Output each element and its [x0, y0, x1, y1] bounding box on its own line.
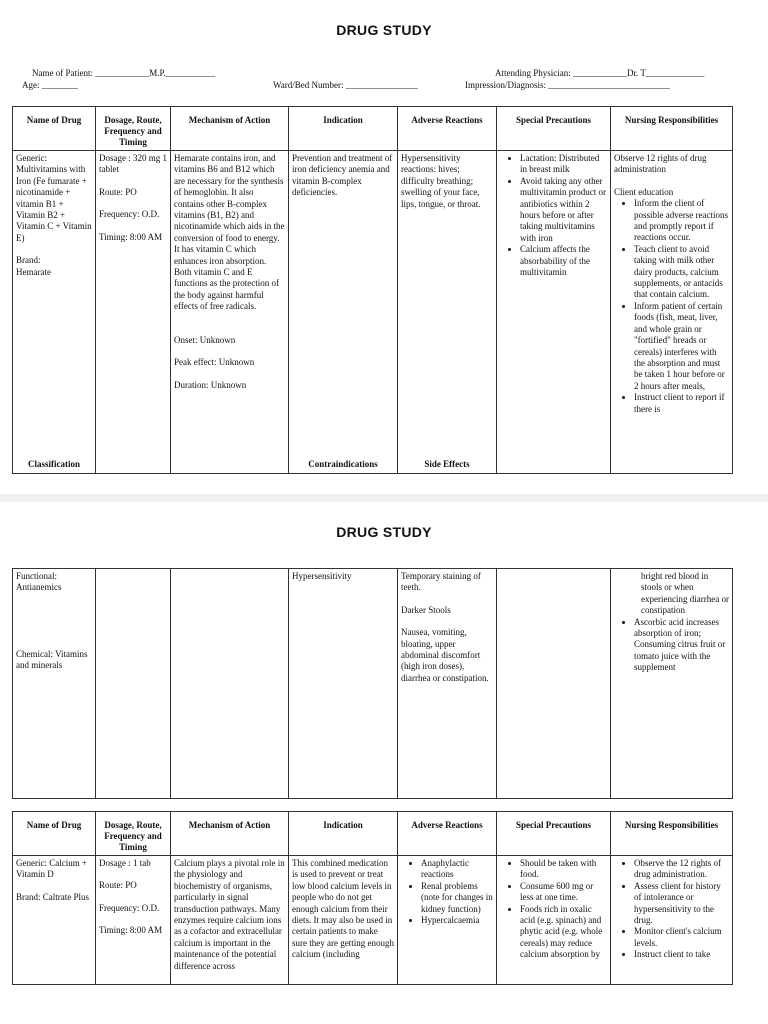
side-effects-label: Side Effects: [398, 459, 497, 474]
list-item: • Monitor client's calcium levels.: [634, 926, 729, 949]
col-header-adverse: Adverse Reactions: [398, 107, 497, 151]
nursing-intro: Observe 12 rights of drug administration: [614, 153, 707, 175]
nursing-cont-text: bright red blood in stools or when experiencing diarrhea or constipation: [641, 571, 729, 616]
dosage-cell: [96, 151, 171, 474]
precautions-list: [500, 153, 607, 278]
precautions-cell: [497, 151, 611, 474]
brand-name: Hemarate: [16, 266, 51, 277]
nursing-list: [614, 617, 729, 674]
nursing-cell: [611, 856, 733, 985]
nursing-list: [614, 198, 729, 415]
header-row: [13, 812, 733, 856]
page-title: DRUG STUDY: [336, 524, 432, 540]
col-header-nursing: Nursing Responsibilities: [611, 812, 733, 856]
side-effect-text: Nausea, vomiting, bloating, upper abdominal discomfort (high iron doses), diarrhea or constipation.: [401, 627, 489, 683]
frequency-text: Frequency: O.D.: [99, 902, 160, 913]
list-item: • Avoid taking any other multivitamin product or antibiotics within 2 hours before or after taking multivitamins with iron: [520, 176, 607, 244]
list-item: • Inform patient of certain foods (fish, meat, liver, and whole grain or "fortified" breads or cereals) interferes with the absorption and must be taken 1 hour before or 2 hours after meals,: [634, 301, 729, 392]
route-text: Route: PO: [99, 880, 137, 891]
classification-label: Classification: [13, 459, 96, 474]
list-item: • Assess client for history of intolerance or hypersensitivity to the drug.: [634, 881, 729, 927]
precautions-cell: [497, 856, 611, 985]
col-header-adverse: Adverse Reactions: [398, 812, 497, 856]
timing-text: Timing: 8:00 AM: [99, 231, 163, 242]
list-item: • Hypercalcaemia: [421, 915, 493, 926]
list-item: • Anaphylactic reactions: [421, 858, 493, 881]
dosage-text: Dosage : 320 mg 1 tablet: [99, 153, 167, 175]
drug-table-2: [12, 811, 733, 985]
attending-physician: Attending Physician: ____________Dr. T_____________: [495, 68, 705, 78]
page-2: [0, 502, 768, 1024]
list-item: • Ascorbic acid increases absorption of iron; Consuming citrus fruit or tomato juice with the supplement: [634, 617, 729, 674]
col-header-dosage: Dosage, Route, Frequency and Timing: [96, 107, 171, 151]
name-of-patient: Name of Patient: ____________M.P.___________: [32, 68, 216, 78]
adverse-text: Hypersensitivity reactions: hives; difficulty breathing; swelling of your face, lips, tongue, or throat.: [401, 153, 481, 209]
adverse-list: [401, 858, 493, 926]
frequency-text: Frequency: O.D.: [99, 209, 160, 220]
chemical-classification: Chemical: Vitamins and minerals: [16, 648, 88, 671]
page-title: DRUG STUDY: [336, 22, 432, 38]
indication-text: This combined medication is used to prevent or treat low blood calcium levels in people who do not get enough calcium from their diets. It may also be used in certain patients to make sure they are getting enough calcium (including: [292, 858, 394, 960]
drug-table-1: [12, 106, 733, 474]
mechanism-cell: [171, 856, 289, 985]
indication-cell: [289, 856, 398, 985]
list-item: • Inform the client of possible adverse reactions and promptly report if reactions occur.: [634, 198, 729, 244]
generic-label: Generic:: [16, 153, 47, 163]
col-header-mechanism: Mechanism of Action: [171, 812, 289, 856]
timing-text: Timing: 8:00 AM: [99, 925, 163, 936]
onset-text: Onset: Unknown: [174, 334, 236, 345]
mechanism-text: Calcium plays a pivotal role in the physiology and biochemistry of organisms, particularly in signal transduction pathways. Many enzymes require calcium ions as a cofactor and extracellular calcium is important in the maintenance of the potential difference across: [174, 858, 285, 971]
list-item: • Lactation: Distributed in breast milk: [520, 153, 607, 176]
empty-cell: [497, 569, 611, 799]
contraindication-cell: [289, 569, 398, 799]
drug-name-cell: [13, 151, 96, 459]
brand-name: Brand: Caltrate Plus: [16, 891, 89, 902]
generic-name: Generic: Calcium + Vitamin D: [16, 858, 88, 880]
col-header-name: Name of Drug: [13, 812, 96, 856]
indication-cell: [289, 151, 398, 459]
empty-cell: [96, 569, 171, 799]
list-item: • Observe the 12 rights of drug administration.: [634, 858, 729, 881]
col-header-indication: Indication: [289, 107, 398, 151]
list-item: • Consume 600 mg or less at one time.: [520, 881, 607, 904]
col-header-precautions: Special Precautions: [497, 107, 611, 151]
list-item: • Instruct client to take: [634, 949, 729, 960]
peak-effect-text: Peak effect: Unknown: [174, 357, 255, 368]
duration-text: Duration: Unknown: [174, 379, 247, 390]
table-row: [13, 151, 733, 459]
header-row: [13, 107, 733, 151]
side-effects-cell: [398, 569, 497, 799]
col-header-dosage: Dosage, Route, Frequency and Timing: [96, 812, 171, 856]
contraindication-text: Hypersensitivity: [292, 571, 352, 581]
drug-table-1-continued: [12, 568, 733, 799]
drug-name-cell: [13, 856, 96, 985]
dosage-cell: [96, 856, 171, 985]
indication-text: Prevention and treatment of iron deficiency anemia and vitamin B-complex deficiencies.: [292, 153, 393, 198]
route-text: Route: PO: [99, 186, 137, 197]
page-1: [0, 0, 768, 494]
nursing-cont-cell: [611, 569, 733, 799]
list-item: • Instruct client to report if there is: [634, 392, 729, 415]
age-field: Age: ________: [22, 80, 78, 90]
list-item: • Calcium affects the absorbability of the multivitamin: [520, 244, 607, 278]
table-row: [13, 856, 733, 985]
side-effect-text: Temporary staining of teeth.: [401, 571, 481, 593]
col-header-precautions: Special Precautions: [497, 812, 611, 856]
generic-name: Multivitamins with Iron (Fe fumarate + nicotinamide + vitamin B1 + Vitamin B2 + Vitamin C + Vitamin E): [16, 164, 92, 243]
col-header-name: Name of Drug: [13, 107, 96, 151]
nursing-cell: [611, 151, 733, 474]
nursing-list: [614, 858, 729, 961]
list-item: • Should be taken with food.: [520, 858, 607, 881]
col-header-nursing: Nursing Responsibilities: [611, 107, 733, 151]
impression-field: Impression/Diagnosis: ___________________________: [465, 80, 670, 90]
ward-bed-field: Ward/Bed Number: ________________: [273, 80, 418, 90]
list-item: • Teach client to avoid taking with milk other dairy products, calcium supplements, or antacids that contain calcium.: [634, 244, 729, 301]
adverse-cell: [398, 856, 497, 985]
classification-cell: [13, 569, 96, 799]
empty-cell: [171, 569, 289, 799]
list-item: • Renal problems (note for changes in kidney function): [421, 881, 493, 915]
mechanism-text: Hemarate contains iron, and vitamins B6 and B12 which are necessary for the synthesis of hemoglobin. It also contains other B-complex vitamins (B1, B2) and nicotinamide which aids in the conversion of food to energy. It has vitamin C which enhances iron absorption. Both vitamin C and E functions as the protection of the body against harmful effects of free radicals.: [174, 153, 285, 312]
side-effect-text: Darker Stools: [401, 604, 451, 615]
brand-label: Brand:: [16, 255, 41, 266]
list-item: • Foods rich in oxalic acid (e.g. spinach) and phytic acid (e.g. whole cereals) may reduce calcium absorption by: [520, 904, 607, 961]
client-education-label: Client education: [614, 186, 674, 197]
col-header-mechanism: Mechanism of Action: [171, 107, 289, 151]
col-header-indication: Indication: [289, 812, 398, 856]
precautions-list: [500, 858, 607, 961]
mechanism-cell: [171, 151, 289, 474]
adverse-cell: [398, 151, 497, 459]
table-row: [13, 569, 733, 799]
contraindications-label: Contraindications: [289, 459, 398, 474]
dosage-text: Dosage : 1 tab: [99, 858, 151, 868]
functional-classification: Functional: Antianemics: [16, 571, 62, 593]
